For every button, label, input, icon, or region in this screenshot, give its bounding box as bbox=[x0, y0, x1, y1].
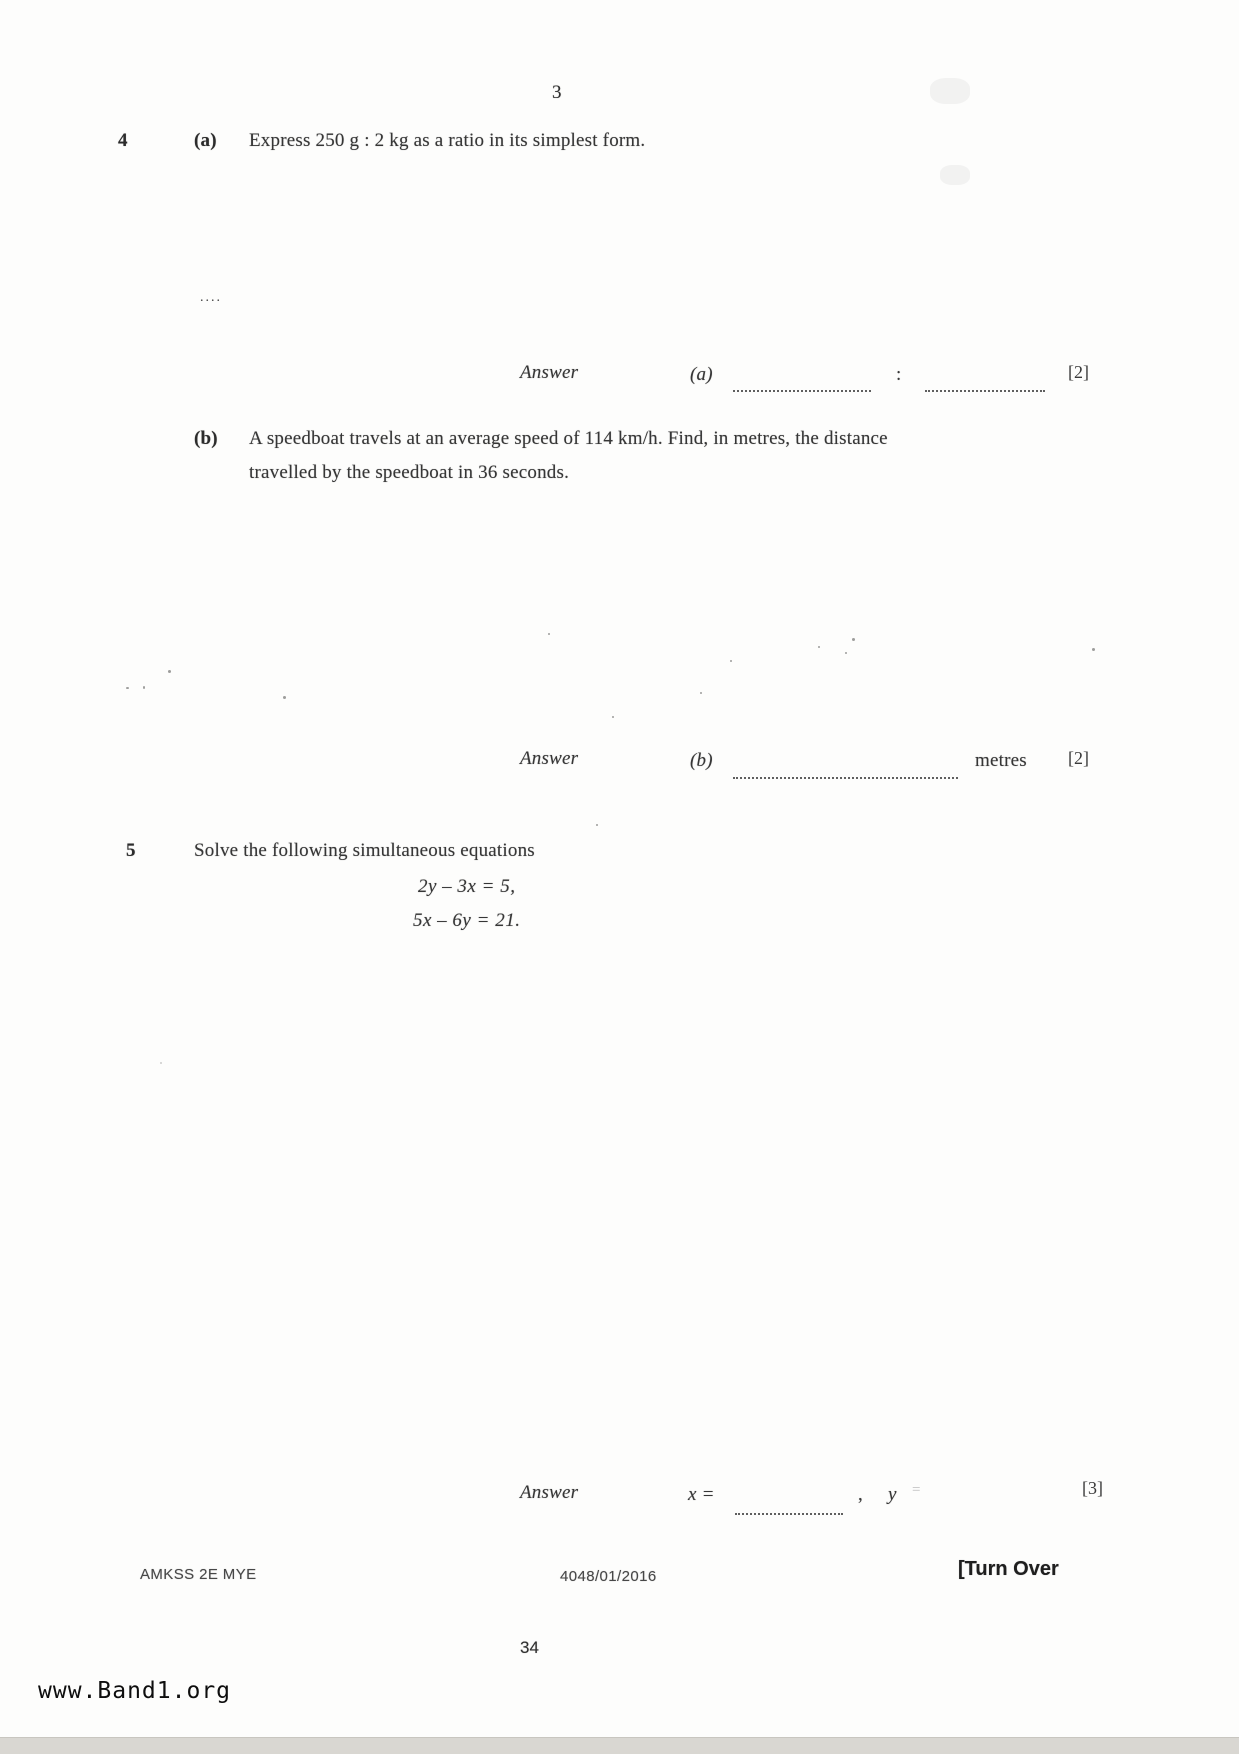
scan-artifact-dot bbox=[818, 646, 820, 648]
scan-artifact-dot bbox=[730, 660, 732, 662]
scan-artifact-dot bbox=[612, 716, 614, 718]
question-4b-text-line2: travelled by the speedboat in 36 seconds. bbox=[249, 462, 570, 483]
answer-b-label: Answer bbox=[520, 748, 579, 769]
question-5-equation-1: 2y – 3x = 5, bbox=[418, 876, 516, 897]
scan-artifact-dot bbox=[143, 686, 145, 689]
answer-a-part-label: (a) bbox=[690, 364, 713, 385]
question-4a-text: Express 250 g : 2 kg as a ratio in its simplest form. bbox=[249, 130, 646, 151]
scan-smudge bbox=[930, 78, 970, 104]
watermark-url: www.Band1.org bbox=[38, 1678, 232, 1704]
scan-artifact-dot bbox=[700, 692, 702, 694]
answer-5-y-label: y bbox=[888, 1484, 897, 1505]
question-5-number: 5 bbox=[126, 840, 136, 861]
answer-b-unit: metres bbox=[975, 750, 1027, 771]
answer-a-separator: : bbox=[896, 364, 902, 385]
answer-b-part-label: (b) bbox=[690, 750, 713, 771]
answer-5-marks: [3] bbox=[1082, 1478, 1103, 1498]
page-edge-strip bbox=[0, 1737, 1239, 1754]
answer-a-marks: [2] bbox=[1068, 362, 1089, 382]
scan-artifact-dot bbox=[283, 696, 286, 699]
answer-b-marks: [2] bbox=[1068, 748, 1089, 768]
scan-artifact-dot bbox=[126, 687, 129, 689]
scan-artifact-dot bbox=[160, 1062, 162, 1064]
question-4b-label: (b) bbox=[194, 428, 218, 449]
scan-artifact-dot bbox=[548, 633, 550, 635]
question-4a-label: (a) bbox=[194, 130, 217, 151]
scan-smudge bbox=[940, 165, 970, 185]
scan-artifact-dot bbox=[1092, 648, 1095, 651]
answer-5-label: Answer bbox=[520, 1482, 579, 1503]
answer-5-x-label: x = bbox=[688, 1484, 715, 1505]
scan-artifact-dot bbox=[596, 824, 598, 826]
question-4-number: 4 bbox=[118, 130, 128, 151]
answer-a-blank-line-1 bbox=[733, 389, 871, 392]
answer-a-blank-line-2 bbox=[925, 389, 1045, 392]
scan-artifact-dot bbox=[168, 670, 171, 673]
footer-school-code: AMKSS 2E MYE bbox=[140, 1566, 257, 1583]
answer-5-x-blank-line bbox=[735, 1512, 843, 1515]
answer-a-label: Answer bbox=[520, 362, 579, 383]
page-number-top: 3 bbox=[552, 82, 562, 103]
question-4b-text-line1: A speedboat travels at an average speed of 114 km/h. Find, in metres, the distance bbox=[249, 428, 888, 449]
scan-artifact-dot bbox=[845, 652, 847, 654]
footer-turn-over: [Turn Over bbox=[958, 1558, 1059, 1580]
answer-5-comma: , bbox=[858, 1484, 863, 1505]
question-5-text: Solve the following simultaneous equations bbox=[194, 840, 535, 861]
scan-dots-mark: .... bbox=[200, 290, 222, 305]
answer-5-faint-mark: = bbox=[912, 1482, 921, 1498]
scan-artifact-dot bbox=[852, 638, 855, 641]
page-number-bottom: 34 bbox=[520, 1638, 539, 1657]
answer-b-blank-line bbox=[733, 776, 958, 779]
question-5-equation-2: 5x – 6y = 21. bbox=[413, 910, 521, 931]
footer-paper-code: 4048/01/2016 bbox=[560, 1568, 657, 1585]
